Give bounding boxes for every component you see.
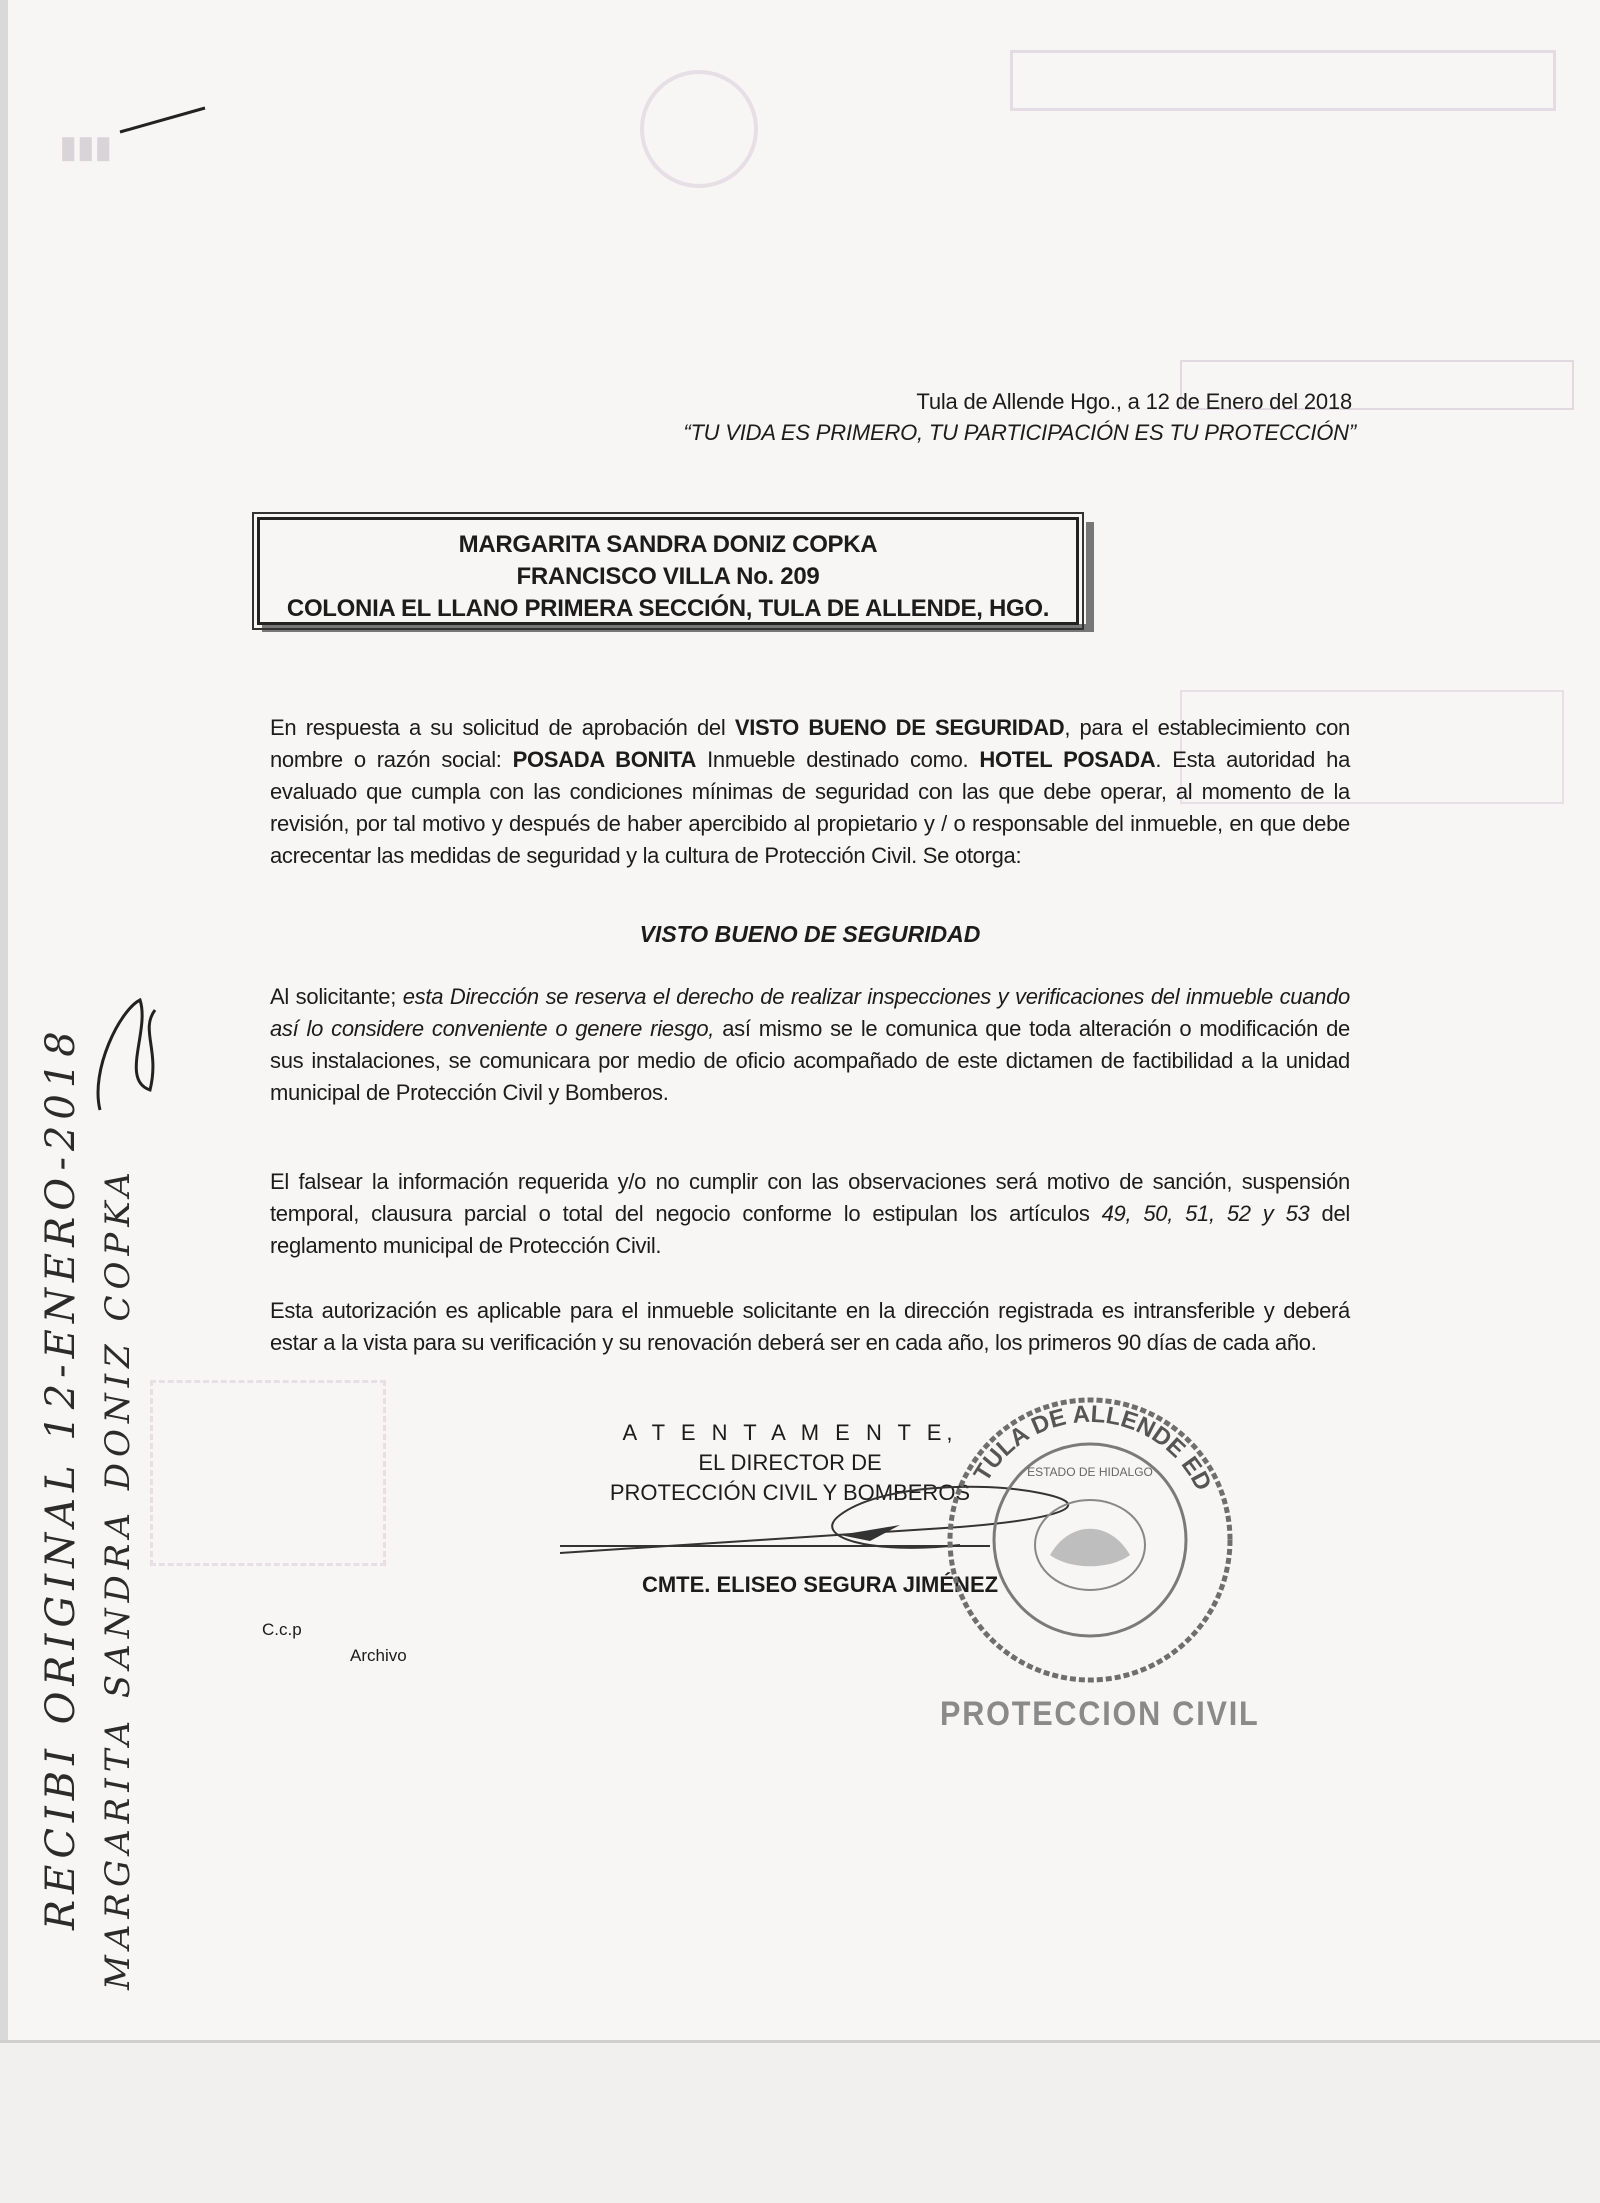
address-box-shadow-right <box>1086 522 1094 632</box>
p1-text-g: . Esta autoridad ha evaluado que cumpla con las condiciones mínimas de seguridad con las que debe operar, al momento de la revisión, por tal motivo y después de haber apercibido al propietario y / o responsable del inmueble, en que debe acrecentar las medidas de seguridad y la cultura de Protección Civil. Se otorga: <box>270 747 1351 868</box>
p3-text-c: del reglamento municipal de Protección Civil. <box>270 1201 1350 1258</box>
pen-mark <box>115 100 215 140</box>
signer-name: CMTE. ELISEO SEGURA JIMÉNEZ <box>641 1572 999 1597</box>
p3-text-a: El falsear la información requerida y/o no cumplir con las observaciones será motivo de sanción, suspensión temporal, clausura parcial o total del negocio conforme lo estipulan los artículos <box>270 1169 1350 1226</box>
seal-ring-text: TULA DE ALLENDE ED <box>968 1400 1217 1496</box>
closing: A T E N T A M E N T E, <box>622 1420 958 1445</box>
p2-text-c: así mismo se le comunica que toda alteración o modificación de sus instalaciones, se comunicara por medio de oficio acompañado de este dictamen de factibilidad a la unidad municipal de Protección Civil y Bomberos. <box>270 1016 1350 1105</box>
p1-text-a: En respuesta a su solicitud de aprobación del <box>270 715 735 740</box>
p1-text-c: , para el establecimiento con nombre o razón social: <box>270 715 1350 772</box>
archivo-label: Archivo <box>350 1646 407 1665</box>
date-line: Tula de Allende Hgo., a 12 de Enero del 2018 <box>916 389 1352 414</box>
paragraph-request <box>270 712 1350 872</box>
p2-text-a: Al solicitante; <box>270 984 403 1009</box>
p3-articles: 49, 50, 51, 52 y 53 <box>1101 1201 1310 1226</box>
bleed-through-qr <box>150 1380 386 1566</box>
director-title-1: EL DIRECTOR DE <box>698 1450 882 1475</box>
recipient-colony: COLONIA EL LLANO PRIMERA SECCIÓN, TULA DE ALLENDE, HGO. <box>286 595 1050 622</box>
official-seal <box>940 1390 1240 1690</box>
recipient-address-box <box>252 512 1084 630</box>
director-title-2: PROTECCIÓN CIVIL Y BOMBEROS <box>609 1480 971 1505</box>
bleed-through-logo: ▮▮▮ <box>60 131 113 164</box>
stamp-label: PROTECCION CIVIL <box>940 1695 1260 1733</box>
paragraph-validity: Esta autorización es aplicable para el inmueble solicitante en la dirección registrada es intransferible y deberá estar a la vista para su verificación y su renovación deberá ser en cada año, los primeros 90 días de cada año. <box>270 1298 1350 1355</box>
handwritten-receipt-line2: MARGARITA SANDRA DONIZ COPKA <box>98 1166 138 1990</box>
seal-inner-text: ESTADO DE HIDALGO <box>1027 1465 1153 1479</box>
page-bottom-edge <box>0 2040 1600 2203</box>
p1-business-name: POSADA BONITA <box>512 747 697 772</box>
p1-use: HOTEL POSADA <box>979 747 1156 772</box>
recipient-name: MARGARITA SANDRA DONIZ COPKA <box>458 531 878 558</box>
paragraph-reservation <box>270 981 1350 1109</box>
p1-visto-bueno: VISTO BUENO DE SEGURIDAD <box>734 715 1065 740</box>
page-left-edge <box>0 0 8 2200</box>
bleed-through-box <box>1010 50 1556 111</box>
handwritten-signature <box>80 990 170 1120</box>
section-heading: VISTO BUENO DE SEGURIDAD <box>639 921 981 947</box>
paragraph-sanctions <box>270 1166 1350 1262</box>
p2-italic: esta Dirección se reserva el derecho de realizar inspecciones y verificaciones del inmueble cuando así lo considere conveniente o genere riesgo, <box>270 984 1350 1041</box>
bleed-through-seal <box>640 70 758 188</box>
signature-line <box>560 1545 990 1547</box>
svg-text:TULA DE ALLENDE ED <box>969 1401 1217 1495</box>
motto: “TU VIDA ES PRIMERO, TU PARTICIPACIÓN ES TU PROTECCIÓN” <box>683 420 1356 445</box>
recipient-street: FRANCISCO VILLA No. 209 <box>516 563 820 590</box>
handwritten-receipt-line1: RECIBI ORIGINAL 12-ENERO-2018 <box>38 1025 84 1930</box>
ccp-label: C.c.p <box>262 1620 302 1639</box>
p1-text-e: Inmueble destinado como. <box>696 747 980 772</box>
